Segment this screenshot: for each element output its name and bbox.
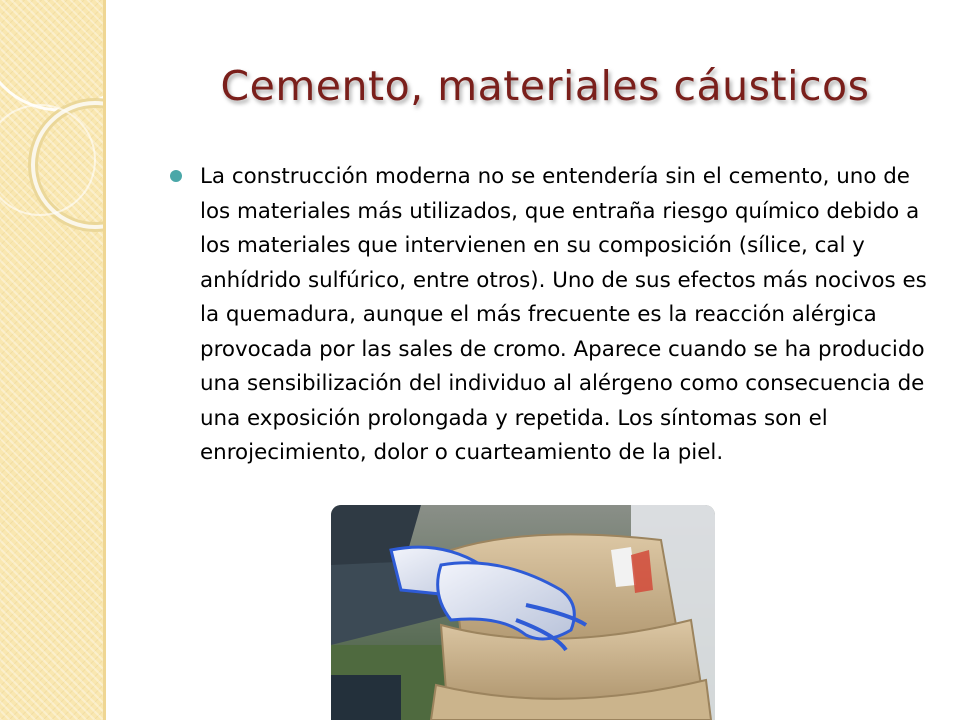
bullet-dot-icon <box>170 170 182 182</box>
decorative-circles <box>0 0 103 720</box>
photo-illustration <box>331 505 715 720</box>
bullet-text: La construcción moderna no se entendería sin el cemento, uno de los materiales más utilizados, que entraña riesgo químico debido a los materiales que intervienen en su composición (sílice, cal y anhídrido sulfúrico, entre otros). Uno de sus efectos más nocivos es la quemadura, aunque el más frecuente es la reacción alérgica provocada por las sales de cromo. Aparece cuando se ha producido una sensibilización del individuo al alérgeno como consecuencia de una exposición prolongada y repetida. Los síntomas son el enrojecimiento, dolor o cuarteamiento de la piel. <box>200 164 927 465</box>
cement-bags-photo <box>331 505 715 720</box>
bullet-item <box>168 160 938 471</box>
side-strip-edge <box>103 0 106 720</box>
decorative-side-strip <box>0 0 103 720</box>
slide-title: Cemento, materiales cáusticos <box>220 62 870 110</box>
bullet-list <box>168 160 938 471</box>
